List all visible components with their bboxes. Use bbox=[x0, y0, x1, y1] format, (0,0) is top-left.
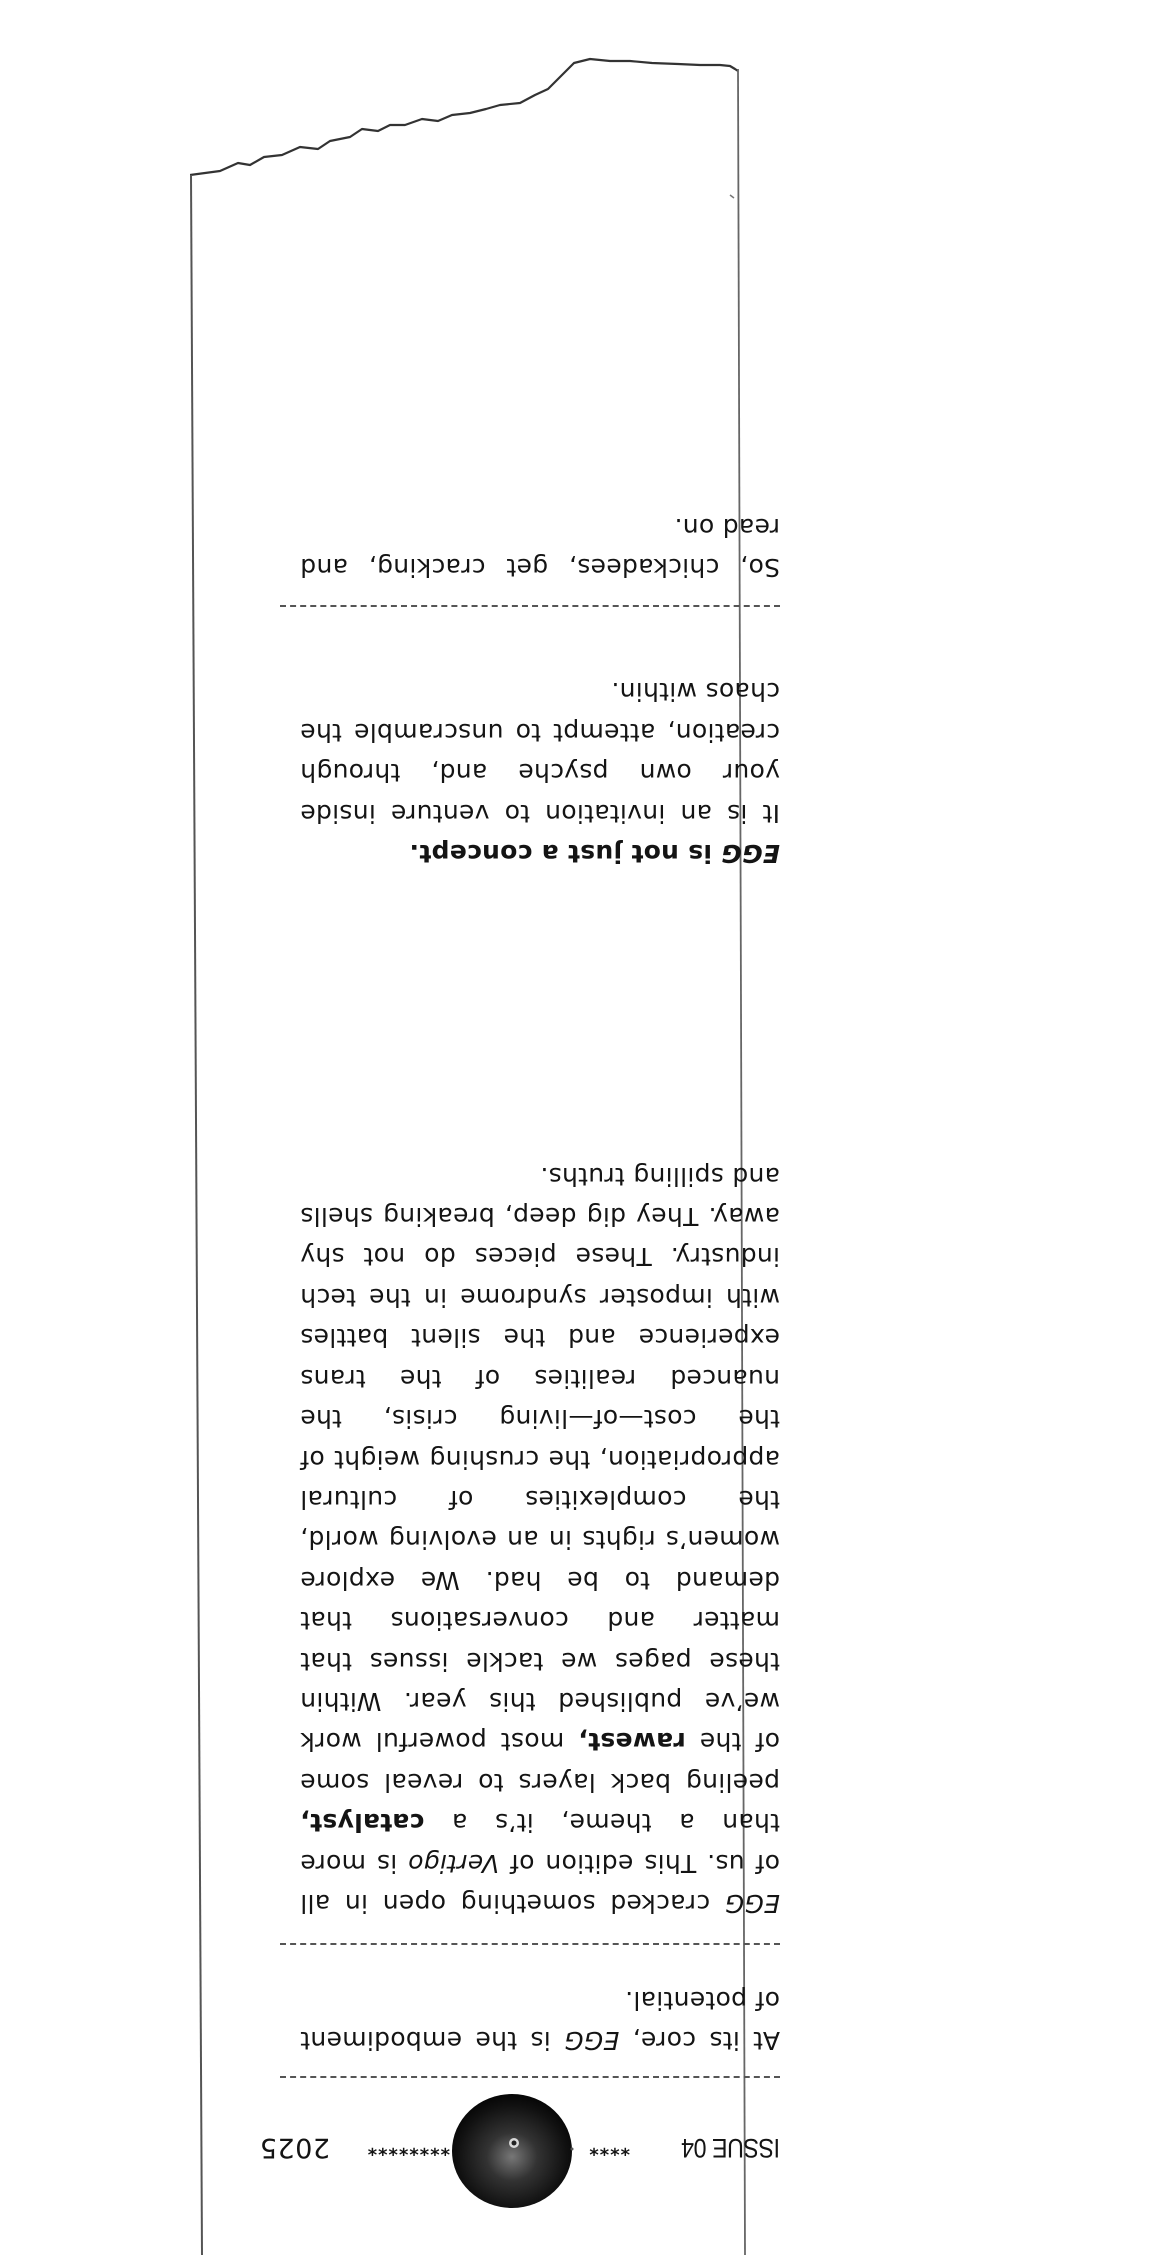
egg-icon bbox=[450, 2091, 580, 2215]
printed-content bbox=[220, 255, 780, 2215]
main-paragraph bbox=[300, 1155, 780, 1923]
invitation-text: It is an invitation to venture inside your own psyche and, through creation, attempt to unscramble the chaos within. bbox=[300, 677, 780, 828]
divider bbox=[280, 605, 780, 607]
concept-egg: EGG bbox=[720, 839, 780, 868]
main-text-4: most powerful work we’ve published this year. Within these pages we tackle issues that matter and conversations that demand to be had. We explore women’s rights in an evolving world, the complexities of cultural appropriation, the crushing weight of the cost—of—living crisis, the nuanced realities of the trans experience and the silent battles with imposter syndrome in the tech industry. These pieces do not shy away. They dig deep, breaking shells and spilling truths. bbox=[300, 1161, 780, 1757]
main-text-2: is more than a theme, it’s a bbox=[300, 1808, 780, 1878]
stars-right: ******** bbox=[366, 2138, 450, 2159]
closing-paragraph bbox=[300, 506, 780, 587]
main-text-1: cracked something open in all of us. This edition of bbox=[300, 1848, 780, 1918]
concept-paragraph bbox=[300, 671, 780, 873]
main-text-3: peeling back layers to reveal some of the bbox=[300, 1727, 780, 1797]
rawest-word: rawest, bbox=[578, 1727, 686, 1757]
stars-left: **** bbox=[588, 2138, 630, 2159]
issue-label: ISSUE 04 bbox=[681, 2133, 780, 2163]
main-egg: EGG bbox=[724, 1889, 780, 1918]
intro-text-2: is the embodiment of potential. bbox=[300, 1985, 780, 2055]
divider bbox=[280, 2076, 780, 2078]
catalyst-word: catalyst, bbox=[300, 1808, 425, 1838]
issue-year: 2025 bbox=[259, 2132, 330, 2163]
vertigo-title: Vertigo bbox=[407, 1848, 500, 1878]
intro-text: At its core, bbox=[619, 2026, 780, 2055]
closing-text: So, chickadees, get cracking, and read on. bbox=[300, 512, 780, 582]
intro-egg: EGG bbox=[563, 2026, 620, 2055]
concept-text: is not just a concept. bbox=[409, 839, 721, 868]
receipt-paper bbox=[190, 55, 880, 2255]
intro-paragraph bbox=[300, 1979, 780, 2060]
receipt-header bbox=[220, 2087, 780, 2215]
divider bbox=[280, 1943, 780, 1945]
